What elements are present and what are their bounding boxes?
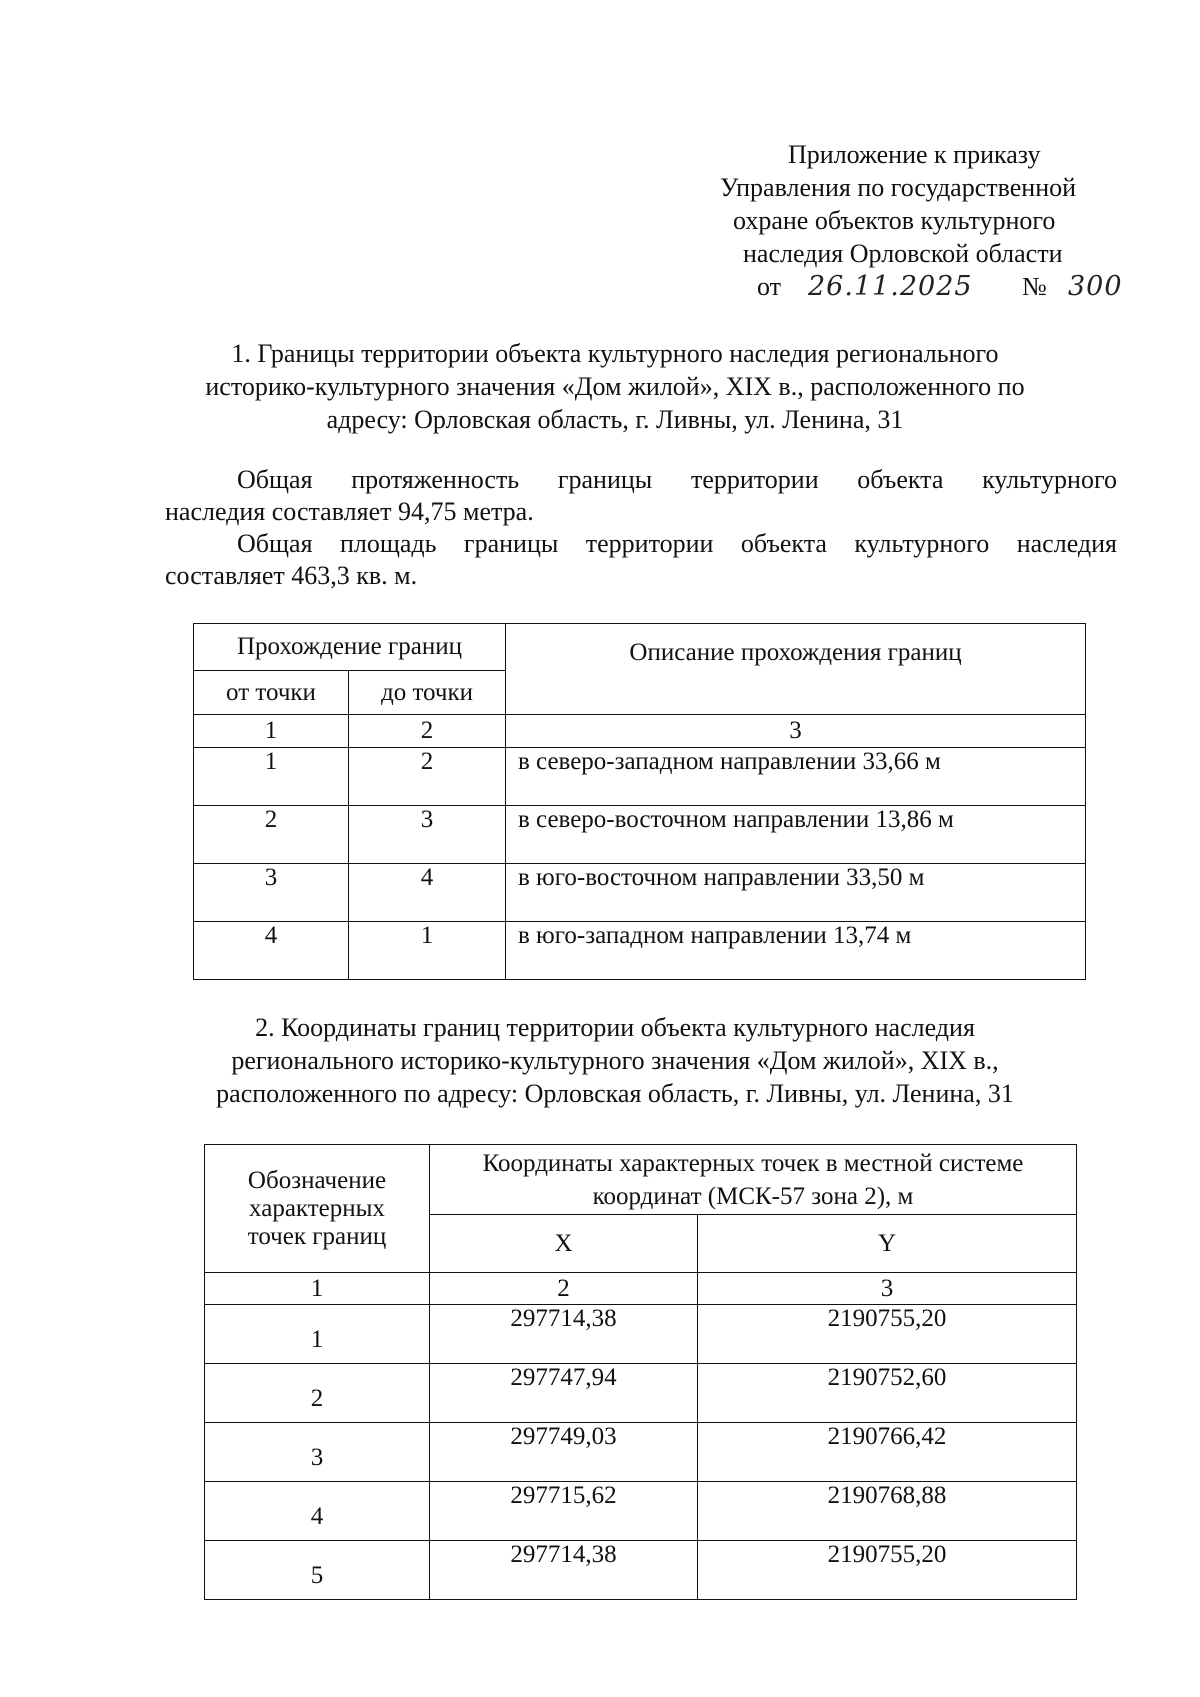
table-row [194, 922, 1086, 980]
table-row [205, 1364, 1077, 1423]
section1-heading [160, 337, 1070, 436]
point-cell: 2 [205, 1364, 430, 1423]
appendix-block [700, 138, 1130, 308]
section2-heading [160, 1011, 1070, 1110]
to-point-cell: 1 [349, 922, 506, 980]
table-row [205, 1423, 1077, 1482]
handwritten-number: 300 [1068, 271, 1123, 302]
point-cell: 3 [205, 1423, 430, 1482]
description-cell: в северо-западном направлении 33,66 м [506, 748, 1086, 806]
x-cell: 297715,62 [430, 1482, 698, 1541]
paragraph-line: Общая площадь границы территории объекта культурного наследия [237, 529, 1117, 558]
header-from-point: от точки [194, 671, 349, 715]
from-point-cell: 3 [194, 864, 349, 922]
heading-line: историко-культурного значения «Дом жилой», XIX в., расположенного по [205, 372, 1025, 401]
column-number: 2 [430, 1273, 698, 1305]
header-x: X [430, 1215, 698, 1273]
order-date-line [700, 270, 1130, 308]
coordinates-table [204, 1144, 1077, 1600]
paragraph-line: Общая протяженность границы территории объекта культурного [237, 465, 1117, 494]
x-cell: 297749,03 [430, 1423, 698, 1482]
header-boundary-passage: Прохождение границ [194, 624, 506, 671]
column-number: 2 [349, 715, 506, 748]
y-cell: 2190766,42 [698, 1423, 1077, 1482]
from-point-cell: 4 [194, 922, 349, 980]
description-cell: в юго-восточном направлении 33,50 м [506, 864, 1086, 922]
heading-line: адресу: Орловская область, г. Ливны, ул. Ленина, 31 [326, 405, 904, 434]
paragraph-line: составляет 463,3 кв. м. [165, 561, 418, 590]
heading-line: расположенного по адресу: Орловская область, г. Ливны, ул. Ленина, 31 [216, 1079, 1014, 1108]
table-row [194, 864, 1086, 922]
handwritten-date: 26.11.2025 [808, 271, 973, 302]
y-cell: 2190755,20 [698, 1541, 1077, 1600]
y-cell: 2190755,20 [698, 1305, 1077, 1364]
column-number: 3 [698, 1273, 1077, 1305]
header-description: Описание прохождения границ [506, 624, 1086, 715]
header-point-designation: Обозначение характерных точек границ [205, 1145, 430, 1273]
column-number: 3 [506, 715, 1086, 748]
column-number: 1 [194, 715, 349, 748]
heading-line: 2. Координаты границ территории объекта культурного наследия [255, 1013, 975, 1042]
from-point-cell: 1 [194, 748, 349, 806]
table-row [205, 1482, 1077, 1541]
to-point-cell: 2 [349, 748, 506, 806]
x-cell: 297747,94 [430, 1364, 698, 1423]
header-to-point: до точки [349, 671, 506, 715]
header-y: Y [698, 1215, 1077, 1273]
heading-line: 1. Границы территории объекта культурного наследия регионального [231, 339, 999, 368]
table-row [205, 1541, 1077, 1600]
length-paragraph [165, 464, 1117, 528]
x-cell: 297714,38 [430, 1541, 698, 1600]
y-cell: 2190768,88 [698, 1482, 1077, 1541]
to-point-cell: 3 [349, 806, 506, 864]
x-cell: 297714,38 [430, 1305, 698, 1364]
boundary-table [193, 623, 1086, 980]
description-cell: в северо-восточном направлении 13,86 м [506, 806, 1086, 864]
table-row [194, 806, 1086, 864]
from-point-cell: 2 [194, 806, 349, 864]
point-cell: 4 [205, 1482, 430, 1541]
column-number: 1 [205, 1273, 430, 1305]
description-cell: в юго-западном направлении 13,74 м [506, 922, 1086, 980]
y-cell: 2190752,60 [698, 1364, 1077, 1423]
appendix-line: Приложение к приказу [788, 140, 1041, 169]
to-point-cell: 4 [349, 864, 506, 922]
heading-line: регионального историко-культурного значения «Дом жилой», XIX в., [231, 1046, 999, 1075]
point-cell: 1 [205, 1305, 430, 1364]
paragraph-line: наследия составляет 94,75 метра. [165, 497, 534, 526]
appendix-line: Управления по государственной [720, 173, 1077, 202]
date-prefix: от [757, 272, 782, 301]
appendix-line: наследия Орловской области [743, 239, 1063, 268]
table-row [194, 748, 1086, 806]
area-paragraph [165, 528, 1117, 592]
header-coordinates: Координаты характерных точек в местной системе координат (МСК-57 зона 2), м [430, 1145, 1077, 1215]
point-cell: 5 [205, 1541, 430, 1600]
number-prefix: № [1022, 272, 1047, 301]
appendix-line: охране объектов культурного [733, 206, 1056, 235]
table-row [205, 1305, 1077, 1364]
